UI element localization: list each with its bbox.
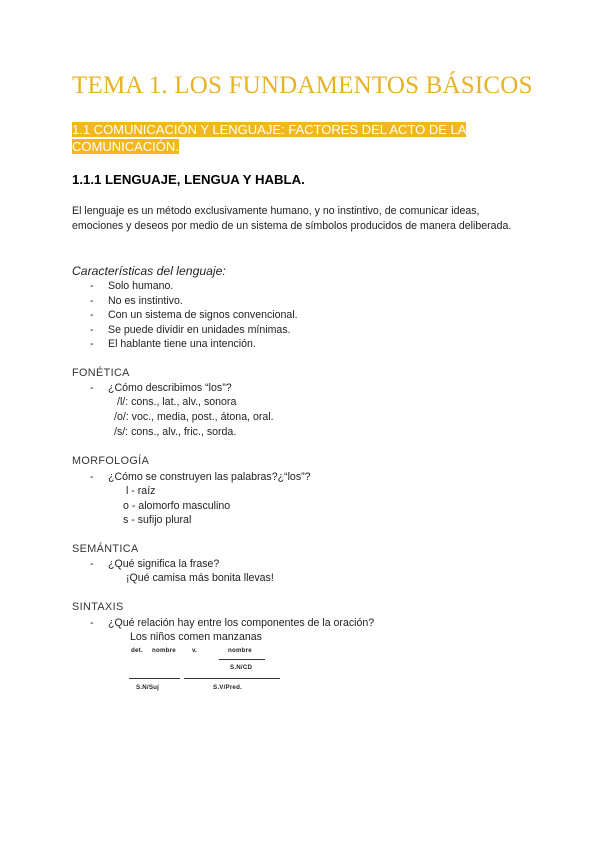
label-nombre-1: nombre: [152, 647, 176, 654]
list-item: - Con un sistema de signos convencional.: [90, 308, 298, 323]
morfologia-heading: MORFOLOGÍA: [72, 455, 150, 467]
fonetica-heading: FONÉTICA: [72, 367, 130, 379]
label-pred: S.V/Pred.: [213, 684, 242, 691]
fonetica-line: /o/: voc., media, post., átona, oral.: [114, 411, 274, 423]
definition-paragraph: El lenguaje es un método exclusivamente humano, y no instintivo, de comunicar ideas, emociones y deseos por medio de un sistema de símbolos producidos de manera deliberada.: [72, 205, 512, 232]
label-verb: v.: [192, 647, 198, 654]
pred-underline: [184, 678, 280, 679]
suj-underline: [129, 678, 180, 679]
list-item: - Solo humano.: [90, 279, 298, 294]
section-heading: [72, 121, 482, 155]
label-suj: S.N/Suj: [136, 684, 160, 691]
fonetica-line: /s/: cons., alv., fric., sorda.: [114, 426, 237, 438]
morfologia-question: - ¿Cómo se construyen las palabras?¿“los”?: [90, 470, 311, 485]
morfologia-list: [90, 470, 311, 485]
fonetica-list: [90, 381, 232, 396]
cd-underline: [219, 659, 265, 660]
morfologia-line: l - raíz: [126, 485, 156, 497]
label-det: det.: [131, 647, 143, 654]
characteristics-list: [90, 279, 298, 352]
morfologia-line: s - sufijo plural: [123, 514, 192, 526]
characteristics-title: Características del lenguaje:: [72, 264, 226, 278]
sintaxis-list: [90, 616, 374, 631]
list-item: - El hablante tiene una intención.: [90, 337, 298, 352]
section-heading-text: 1.1 COMUNICACIÓN Y LENGUAJE: FACTORES DEL ACTO DE LA COMUNICACIÓN.: [72, 122, 467, 154]
semantica-answer: ¡Qué camisa más bonita llevas!: [126, 572, 274, 584]
sintaxis-sentence: Los niños comen manzanas: [130, 631, 262, 643]
subsection-heading: 1.1.1 LENGUAJE, LENGUA Y HABLA.: [72, 172, 305, 187]
list-item: - No es instintivo.: [90, 294, 298, 309]
semantica-question: - ¿Qué significa la frase?: [90, 557, 219, 572]
label-cd: S.N/CD: [230, 664, 253, 671]
semantica-heading: SEMÁNTICA: [72, 543, 139, 555]
document-title: TEMA 1. LOS FUNDAMENTOS BÁSICOS: [72, 72, 533, 99]
fonetica-question: - ¿Cómo describimos “los”?: [90, 381, 232, 396]
semantica-list: [90, 557, 219, 572]
fonetica-line: /l/: cons., lat., alv., sonora: [117, 396, 237, 408]
sintaxis-heading: SINTAXIS: [72, 601, 124, 613]
list-item: - Se puede dividir en unidades mínimas.: [90, 323, 298, 338]
morfologia-line: o - alomorfo masculino: [123, 500, 231, 512]
label-nombre-2: nombre: [228, 647, 252, 654]
sintaxis-question: - ¿Qué relación hay entre los componentes de la oración?: [90, 616, 374, 631]
